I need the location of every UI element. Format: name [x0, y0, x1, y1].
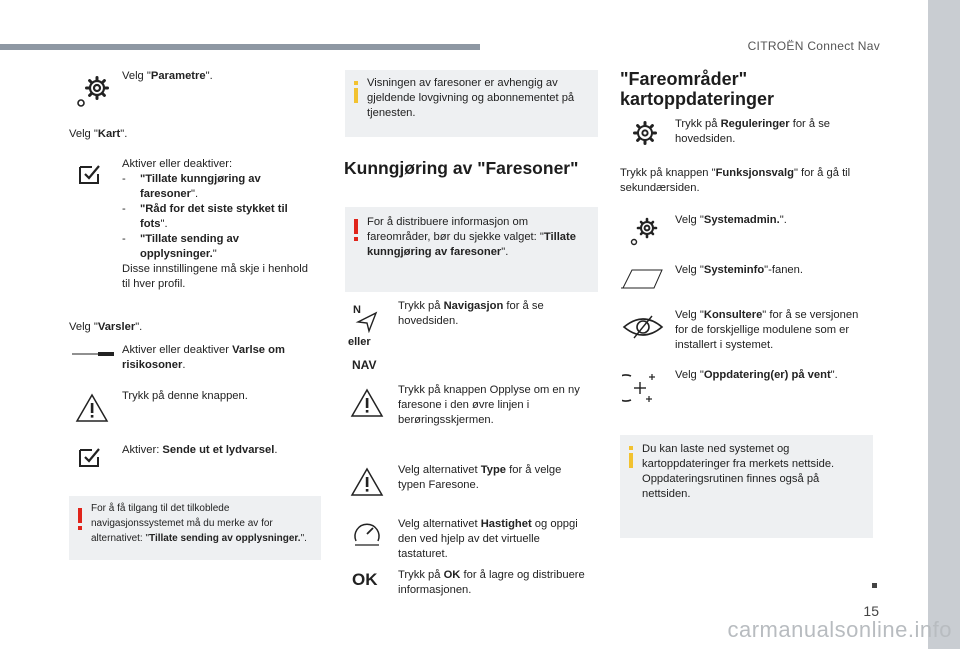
navigation-arrow-icon [352, 303, 378, 333]
aktiver-item: - "Tillate sending av opplysninger." [122, 233, 239, 260]
update-plus-icon [622, 372, 660, 404]
warning-triangle-icon [350, 388, 384, 418]
opplyse-step-text: Trykk på knappen Opplyse om en ny faresone i den øvre linjen i berøringsskjermen. [398, 384, 580, 426]
funksjonsvalg-step-text: Trykk på knappen "Funksjonsvalg" for å gå til sekundærsiden. [620, 167, 851, 194]
settings-gears-icon [628, 216, 660, 248]
varsle-risikosoner-text: Aktiver eller deaktiver Varlse om risikosoner. [122, 344, 285, 371]
speedometer-icon [352, 519, 382, 547]
page-marker [872, 583, 877, 588]
info-note-text: Du kan laste ned systemet og kartoppdateringer fra merkets nettside. Oppdateringsrutinen finnes også på nettsiden. [642, 443, 835, 500]
velg-varsler-text: Velg "Varsler". [69, 321, 143, 333]
aktiver-deaktiver-block [122, 157, 310, 292]
checkbox-check-icon [78, 163, 102, 185]
sende-lydvarsel-text: Aktiver: Sende ut et lydvarsel. [122, 444, 278, 456]
page-side-tab [928, 0, 960, 649]
page-number: 15 [863, 603, 879, 619]
page-header: CITROËN Connect Nav [747, 39, 880, 53]
aktiver-item: - "Tillate kunngjøring av faresoner". [122, 173, 261, 200]
systemadmin-step-text: Velg "Systemadmin.". [675, 214, 787, 226]
velg-parametre-text: Velg "Parametre". [122, 70, 213, 82]
warning-triangle-icon [75, 393, 109, 423]
info-mark-icon [628, 446, 634, 473]
info-note-text: Visningen av faresoner er avhengig av gjeldende lovgivning og abonnementet på tjenesten. [367, 77, 575, 119]
toggle-line-icon [72, 350, 114, 358]
warning-note-text: For å få tilgang til det tilkoblede navigasjonssystemet må du merke av for alternativet: "Tillate sending av opplysninger.". [91, 503, 307, 544]
ok-button-label: OK [352, 570, 378, 589]
warning-note-text: For å distribuere informasjon om fareområder, bør du sjekke valget: "Tillate kunngjøring av faresoner". [367, 216, 576, 258]
trykk-knappen-text: Trykk på denne knappen. [122, 390, 248, 402]
info-mark-icon [353, 81, 359, 108]
faresoner-heading: Kunngjøring av "Faresoner" [344, 158, 579, 178]
warning-triangle-icon [350, 467, 384, 497]
eye-icon [622, 314, 664, 340]
warning-exclamation-icon [353, 219, 359, 246]
type-step-text: Velg alternativet Type for å velge typen Faresone. [398, 464, 562, 491]
watermark: carmanualsonline.info [727, 617, 952, 642]
systeminfo-step-text: Velg "Systeminfo"-fanen. [675, 264, 803, 276]
warning-exclamation-icon [77, 508, 83, 535]
info-note-col2 [345, 70, 598, 137]
settings-gears-icon [72, 72, 112, 112]
nav-button-label: NAV [352, 358, 377, 372]
tab-shape-icon [620, 268, 664, 290]
settings-gear-icon [630, 118, 660, 148]
navigasjon-step-text: Trykk på Navigasjon for å se hovedsiden. [398, 300, 544, 327]
reguleringer-step-text: Trykk på Reguleringer for å se hovedsiden. [675, 118, 831, 145]
konsultere-step-text: Velg "Konsultere" for å se versjonen for de forskjellige modulene som er installert i systemet. [675, 309, 859, 351]
svg-text:N: N [353, 304, 361, 316]
aktiver-intro: Aktiver eller deaktiver: [122, 158, 233, 170]
ok-step-text: Trykk på OK for å lagre og distribuere informasjonen. [398, 569, 585, 596]
checkbox-check-icon [78, 446, 102, 468]
aktiver-item: - "Råd for det siste stykket til fots". [122, 203, 288, 230]
warning-note-col1 [69, 496, 321, 560]
oppdatering-step-text: Velg "Oppdatering(er) på vent". [675, 369, 838, 381]
kartoppdateringer-heading: "Fareområder" kartoppdateringer [620, 69, 775, 109]
aktiver-footer: Disse innstillingene må skje i henhold til hver profil. [122, 263, 308, 290]
hastighet-step-text: Velg alternativet Hastighet og oppgi den ved hjelp av det virtuelle tastaturet. [398, 518, 578, 560]
top-bar [0, 44, 480, 50]
eller-label: eller [348, 336, 371, 348]
velg-kart-text: Velg "Kart". [69, 128, 128, 140]
warning-note-col2 [345, 207, 598, 292]
info-note-col3 [620, 435, 873, 538]
